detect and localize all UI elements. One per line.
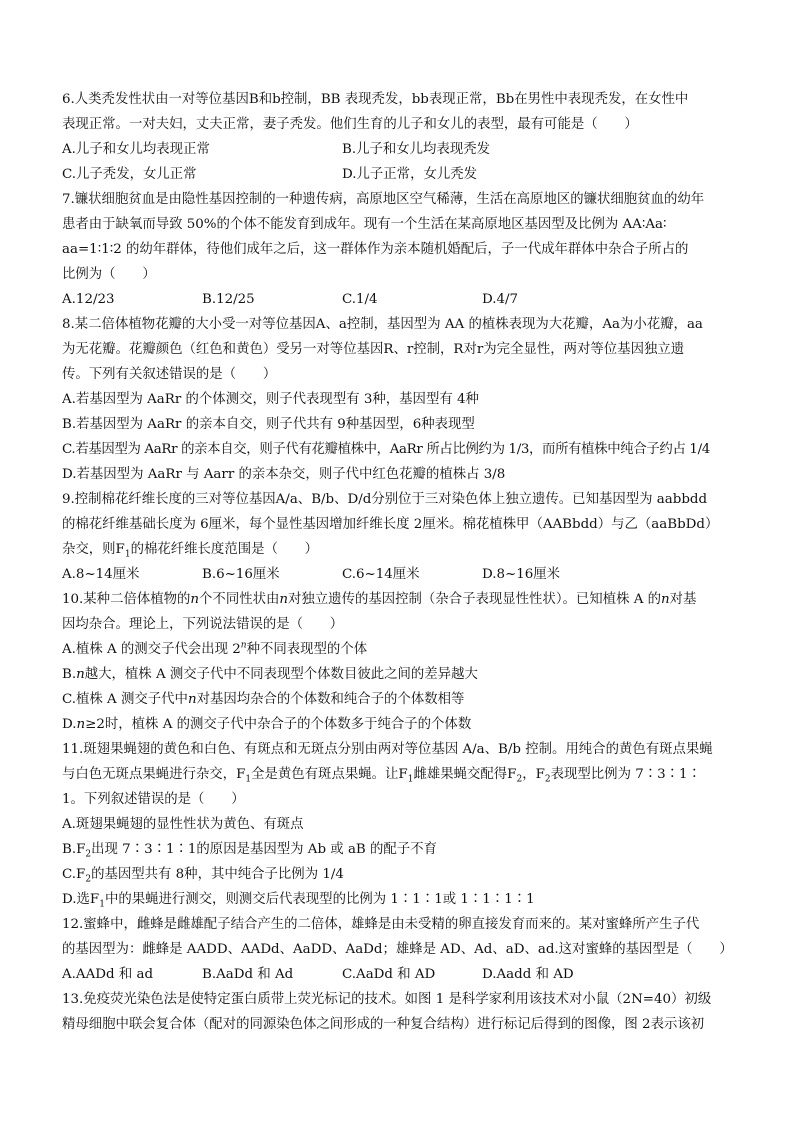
q8-option-a: A.若基因型为 AaRr 的个体测交，则子代表现型有 3种，基因型有 4种 bbox=[62, 392, 479, 407]
q10-option-b: B.n越大，植株 A 测交子代中不同表现型个体数目彼此之间的差异越大 bbox=[62, 667, 478, 682]
q6-option-b: B.儿子和女儿均表现秃发 bbox=[342, 142, 491, 157]
q11-option-b: $B.F_2$出现 7∶3∶1∶1的原因是基因型为 Ab 或 aB 的配子不育 bbox=[62, 842, 437, 859]
q9-option-a: A.8~14厘米 bbox=[62, 567, 140, 582]
q6-option-a: A.儿子和女儿均表现正常 bbox=[62, 142, 210, 157]
q7-option-b: B.12/25 bbox=[202, 292, 255, 307]
q11-option-a: A.斑翅果蝇翅的显性性状为黄色、有斑点 bbox=[62, 817, 304, 832]
q7-option-c: C.1/4 bbox=[342, 292, 378, 307]
q7-stem-line2: 患者由于缺氧而导致 50%的个体不能发育到成年。现有一个生活在某高原地区基因型及比例为 AA∶Aa∶ bbox=[62, 217, 667, 232]
q8-stem-line2: 为无花瓣。花瓣颜色（红色和黄色）受另一对等位基因R、r控制，R对r为完全显性，两对等位基因独立遗 bbox=[62, 342, 685, 357]
q11-stem-line1: 11.斑翅果蝇翅的黄色和白色、有斑点和无斑点分别由两对等位基因 A/a、B/b 控制。用纯合的黄色有斑点果蝇 bbox=[62, 742, 713, 757]
q12-option-d: D.Aadd 和 AD bbox=[482, 967, 574, 982]
q6-option-c: C.儿子秃发，女儿正常 bbox=[62, 167, 197, 182]
q6-stem-line2: 表现正常。一对夫妇，丈夫正常，妻子秃发。他们生育的儿子和女儿的表型，最有可能是（ ） bbox=[62, 117, 638, 132]
q9-stem-line2: 的棉花纤维基础长度为 6厘米，每个显性基因增加纤维长度 2厘米。棉花植株甲（AABbdd）与乙（aaBbDd） bbox=[62, 517, 719, 532]
q7-stem-line4: 比例为（ ） bbox=[62, 267, 156, 282]
q10-stem-line1: 10.某种二倍体植物的n个不同性状由n对独立遗传的基因控制（杂合子表现显性性状）。已知植株 A 的n对基 bbox=[62, 592, 697, 607]
q7-option-d: D.4/7 bbox=[482, 292, 519, 307]
q11-stem-line2: 与白色无斑点果蝇进行杂交，$F_1$全是黄色有斑点果蝇。让$F_1$雌雄果蝇交配得$F_2$，$F_2$表现型比例为 7∶3∶1∶ bbox=[62, 767, 701, 784]
q6-stem-line1: 6.人类秃发性状由一对等位基因B和b控制，BB 表现秃发，bb表现正常，Bb在男性中表现秃发，在女性中 bbox=[62, 92, 689, 107]
q10-stem-line2: 因均杂合。理论上，下列说法错误的是（ ） bbox=[62, 617, 344, 632]
q8-stem-line3: 传。下列有关叙述错误的是（ ） bbox=[62, 367, 277, 382]
q9-stem-line3: 杂交，则$F_1$的棉花纤维长度范围是（ ） bbox=[62, 542, 319, 559]
q9-option-d: D.8~16厘米 bbox=[482, 567, 561, 582]
q12-stem-line2: 的基因型为：雌蜂是 AADD、AADd、AaDD、AaDd；雄蜂是 AD、Ad、aD、ad.这对蜜蜂的基因型是（ ） bbox=[62, 942, 733, 957]
q8-option-c: C.若基因型为 AaRr 的亲本自交，则子代有花瓣植株中，AaRr 所占比例约为 1/3，而所有植株中纯合子约占 1/4 bbox=[62, 442, 710, 457]
q11-stem-line3: 1。下列叙述错误的是（ ） bbox=[62, 792, 245, 807]
q7-stem-line3: aa=1∶1∶2 的幼年群体，待他们成年之后，这一群体作为亲本随机婚配后，子一代成年群体中杂合子所占的 bbox=[62, 242, 689, 257]
q12-option-c: C.AaDd 和 AD bbox=[342, 967, 436, 982]
q10-option-d: D.n≥2时，植株 A 的测交子代中杂合子的个体数多于纯合子的个体数 bbox=[62, 717, 472, 732]
q9-stem-line1: 9.控制棉花纤维长度的三对等位基因A/a、B/b、D/d分别位于三对染色体上独立遗传。已知基因型为 aabbdd bbox=[62, 492, 708, 507]
q12-stem-line1: 12.蜜蜂中，雌蜂是雌雄配子结合产生的二倍体，雄蜂是由未受精的卵直接发育而来的。某对蜜蜂所产生子代 bbox=[62, 917, 700, 932]
q12-option-b: B.AaDd 和 Ad bbox=[202, 967, 294, 982]
q10-option-c: C.植株 A 测交子代中n对基因均杂合的个体数和纯合子的个体数相等 bbox=[62, 692, 465, 707]
q8-stem-line1: 8.某二倍体植物花瓣的大小受一对等位基因A、a控制，基因型为 AA 的植株表现为大花瓣，Aa为小花瓣，aa bbox=[62, 317, 703, 332]
q7-option-a: A.12/23 bbox=[62, 292, 115, 307]
q12-option-a: A.AADd 和 ad bbox=[62, 967, 154, 982]
q7-stem-line1: 7.镰状细胞贫血是由隐性基因控制的一种遗传病，高原地区空气稀薄，生活在高原地区的镰状细胞贫血的幼年 bbox=[62, 192, 705, 207]
q6-option-d: D.儿子正常，女儿秃发 bbox=[342, 167, 478, 182]
q8-option-b: B.若基因型为 AaRr 的亲本自交，则子代共有 9种基因型，6种表现型 bbox=[62, 417, 475, 432]
q11-option-c: $C.F_2$的基因型共有 8种，其中纯合子比例为 1/4 bbox=[62, 867, 344, 884]
q9-option-b: B.6~16厘米 bbox=[202, 567, 280, 582]
q9-option-c: C.6~14厘米 bbox=[342, 567, 420, 582]
q10-option-a: A.植株 A 的测交子代会出现 2$^n$种不同表现型的个体 bbox=[62, 641, 368, 657]
q13-stem-line2: 精母细胞中联会复合体（配对的同源染色体之间形成的一种复合结构）进行标记后得到的图像，图 2表示该初 bbox=[62, 1017, 705, 1032]
q8-option-d: D.若基因型为 AaRr 与 Aarr 的亲本杂交，则子代中红色花瓣的植株占 3/8 bbox=[62, 467, 506, 482]
q13-stem-line1: 13.免疫荧光染色法是使特定蛋白质带上荧光标记的技术。如图 1 是科学家利用该技术对小鼠（2N=40）初级 bbox=[62, 992, 712, 1007]
q11-option-d: D.选$F_1$中的果蝇进行测交，则测交后代表现型的比例为 1∶1∶1或 1∶1∶1∶1 bbox=[62, 892, 535, 909]
